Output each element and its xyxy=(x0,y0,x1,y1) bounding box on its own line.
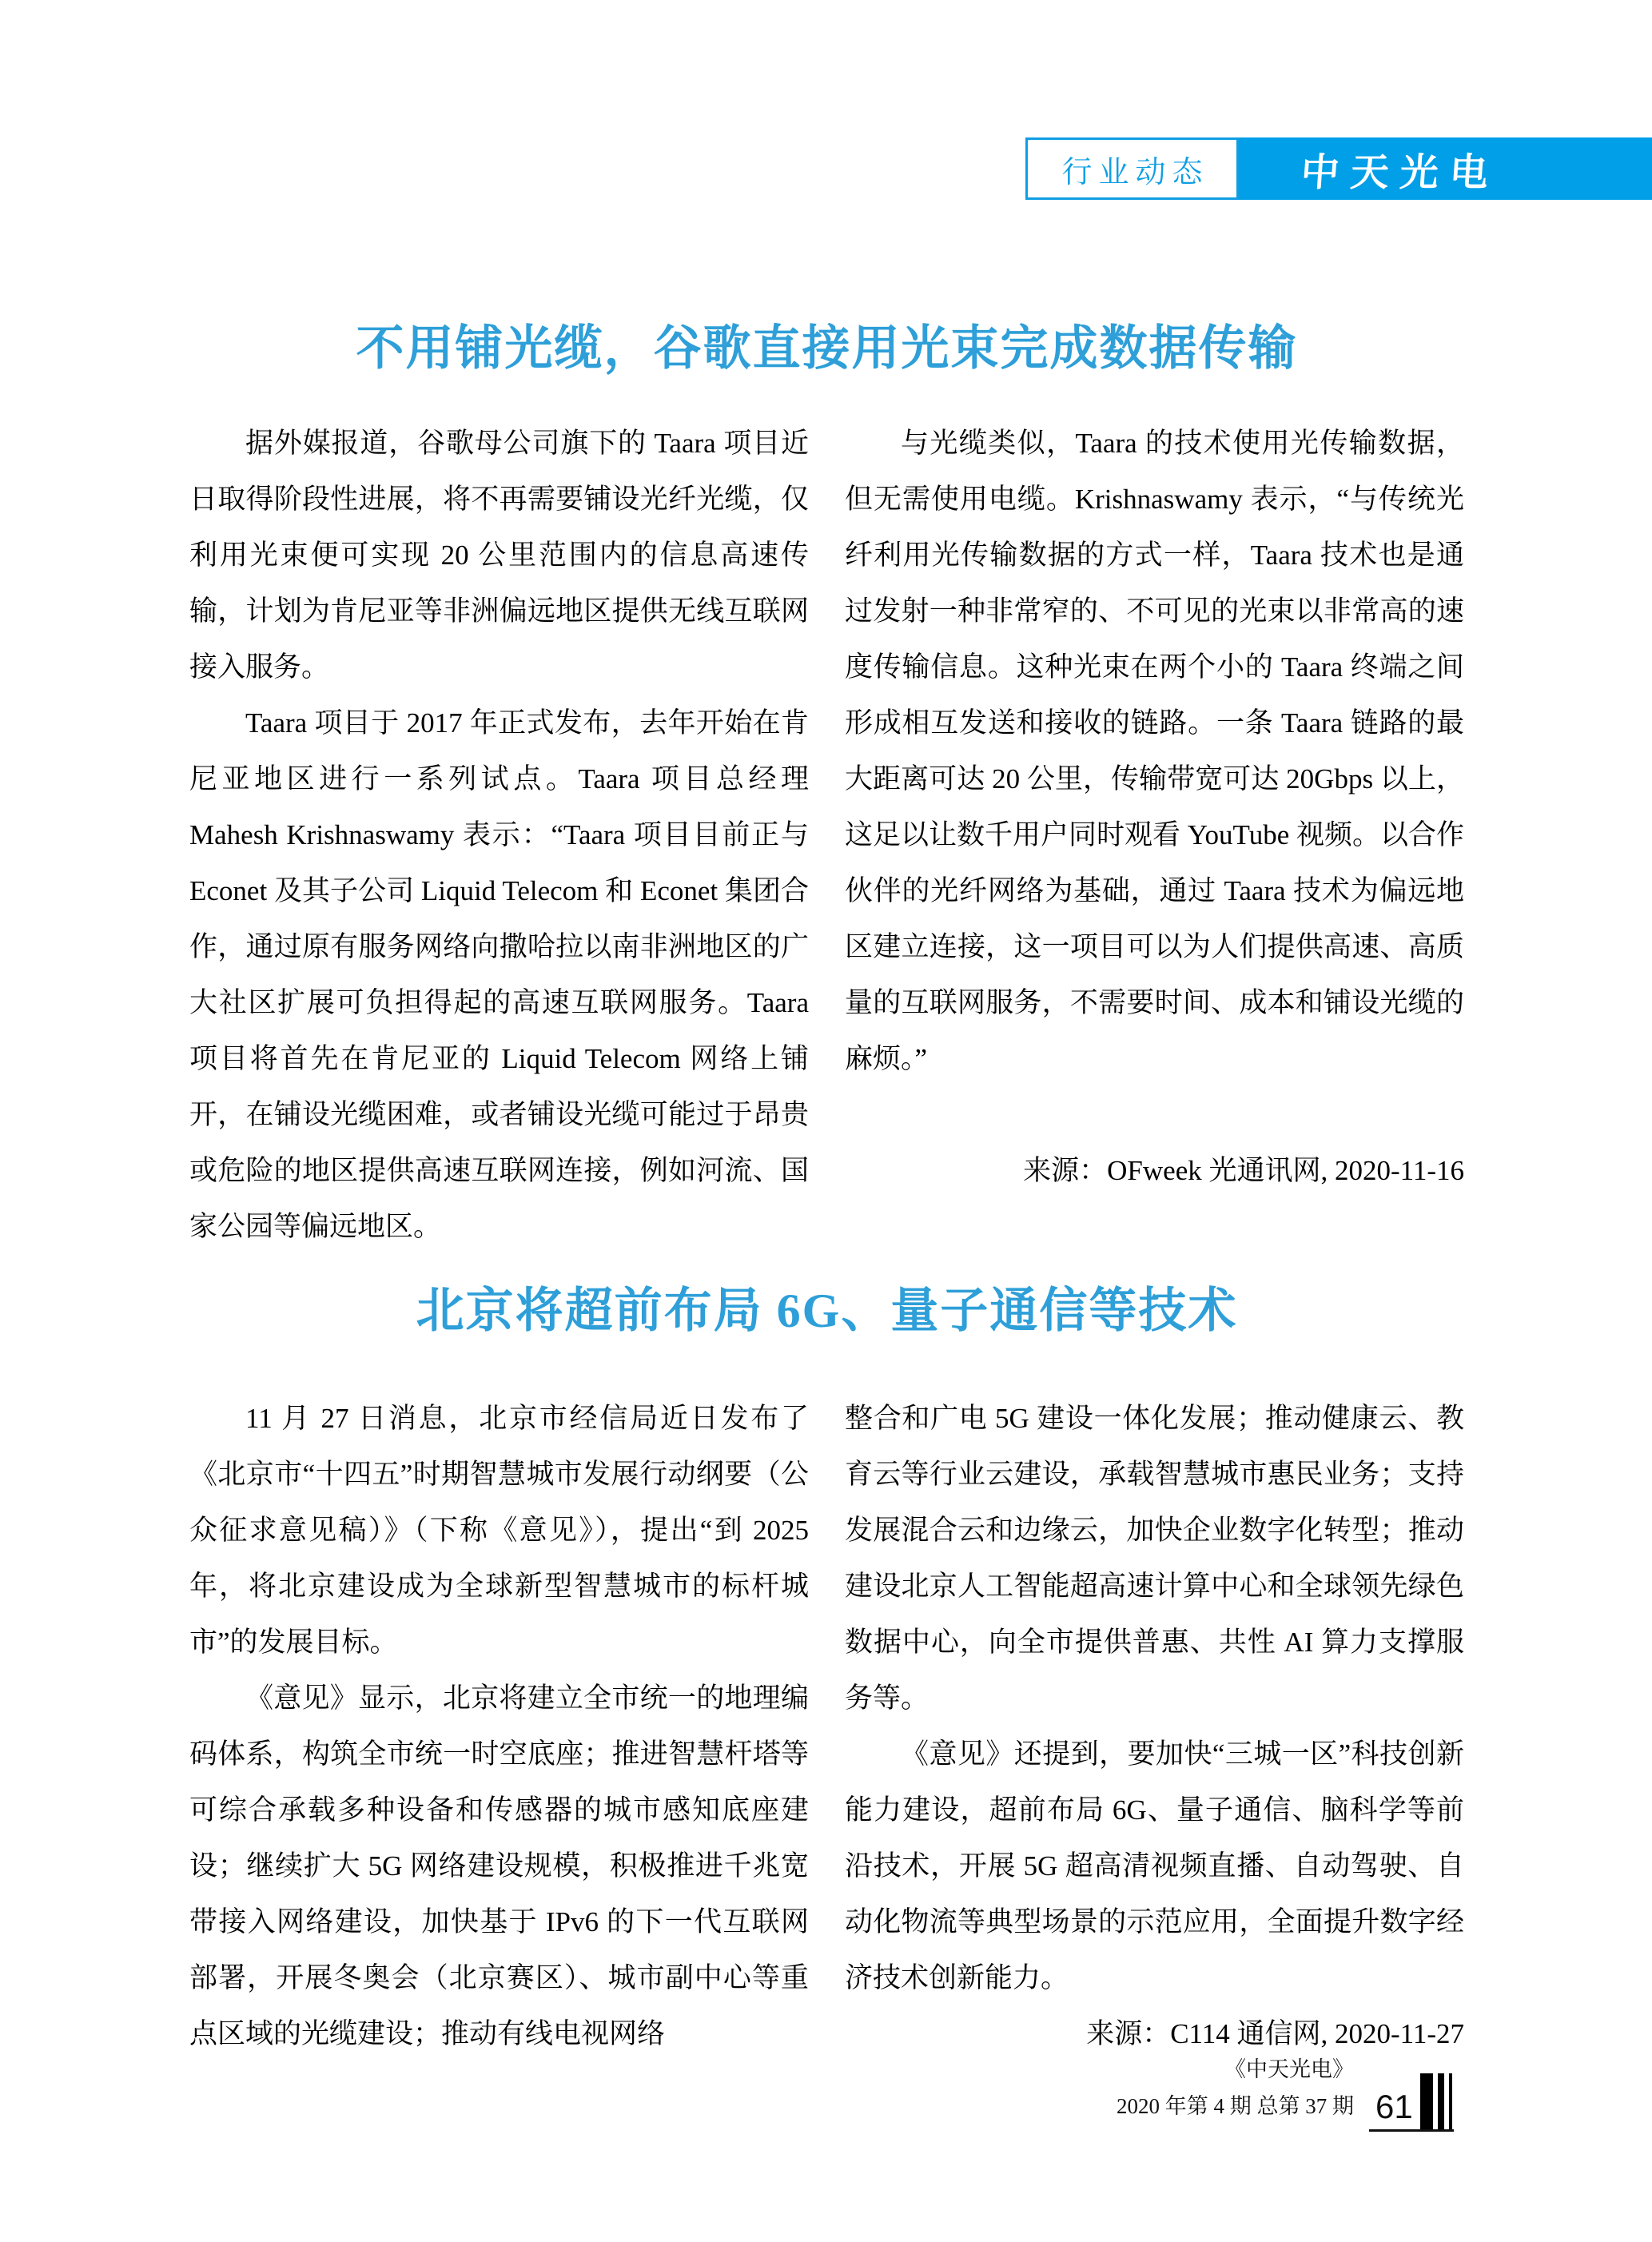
paragraph: 与光缆类似，Taara 的技术使用光传输数据，但无需使用电缆。Krishnaswamy 表示，“与传统光纤利用光传输数据的方式一样，Taara 技术也是通过发射一种非常窄的、不可见的光束以非常高的速度传输信息。这种光束在两个小的 Taara 终端之间形成相互发送和接收的链路。一条 Taara 链路的最大距离可达 20 公里，传输带宽可达 20Gbps 以上，这足以让数千用户同时观看 YouTube 视频。以合作伙伴的光纤网络为基础，通过 Taara 技术为偏远地区建立连接，这一项目可以为人们提供高速、高质量的互联网服务，不需要时间、成本和铺设光缆的麻烦。” xyxy=(845,428,1464,1074)
page-number-block xyxy=(1369,2073,1454,2132)
footer-issue-info: 2020 年第 4 期 总第 37 期 xyxy=(1117,2094,1354,2118)
paragraph: Taara 项目于 2017 年正式发布，去年开始在肯尼亚地区进行一系列试点。Taara 项目总经理 Mahesh Krishnaswamy 表示：“Taara 项目目前正与 Econet 及其子公司 Liquid Telecom 和 Econet 集团合作，通过原有服务网络向撒哈拉以南非洲地区的广大社区扩展可负担得起的高速互联网服务。Taara 项目将首先在肯尼亚的 Liquid Telecom 网络上铺开，在铺设光缆困难，或者铺设光缆可能过于昂贵或危险的地区提供高速互联网连接，例如河流、国家公园等偏远地区。 xyxy=(189,707,809,1242)
paragraph: 《意见》显示，北京将建立全市统一的地理编码体系，构筑全市统一时空底座；推进智慧杆塔等可综合承载多种设备和传感器的城市感知底座建设；继续扩大 5G 网络建设规模，积极推进千兆宽带接入网络建设，加快基于 IPv6 的下一代互联网部署，开展冬奥会（北京赛区）、城市副中心等重点区域的光缆建设；推动有线电视网络 xyxy=(189,1682,809,2049)
article-1-left-column xyxy=(189,416,809,1255)
article-2-title: 北京将超前布局 6G、量子通信等技术 xyxy=(416,1284,1238,1337)
article-1-title: 不用铺光缆，谷歌直接用光束完成数据传输 xyxy=(356,322,1298,375)
paragraph: 据外媒报道，谷歌母公司旗下的 Taara 项目近日取得阶段性进展，将不再需要铺设光纤光缆，仅利用光束便可实现 20 公里范围内的信息高速传输，计划为肯尼亚等非洲偏远地区提供无线互联网接入服务。 xyxy=(189,428,809,683)
section-label: 行业动态 xyxy=(1061,155,1209,189)
paragraph: 11 月 27 日消息，北京市经信局近日发布了《北京市“十四五”时期智慧城市发展行动纲要（公众征求意见稿）》（下称《意见》），提出“到 2025 年，将北京建设成为全球新型智慧城市的标杆城市”的发展目标。 xyxy=(189,1403,809,1658)
section-label-badge xyxy=(1025,137,1239,200)
article-1-right-column xyxy=(845,416,1464,1255)
footer-journal-name: 《中天光电》 xyxy=(1224,2057,1354,2081)
article-1-body xyxy=(189,416,1464,1255)
page-number: 61 xyxy=(1375,2088,1413,2125)
page-marker-bars-icon xyxy=(1420,2073,1452,2129)
article-1-source: 来源：OFweek 光通讯网, 2020-11-16 xyxy=(1023,1155,1464,1186)
article-2-source: 来源：C114 通信网, 2020-11-27 xyxy=(1086,2018,1464,2049)
brand-banner xyxy=(1237,137,1652,200)
brand-logo-text: 中天光电 xyxy=(1299,151,1501,194)
paragraph: 整合和广电 5G 建设一体化发展；推动健康云、教育云等行业云建设，承载智慧城市惠民业务；支持发展混合云和边缘云，加快企业数字化转型；推动建设北京人工智能超高速计算中心和全球领先绿色数据中心，向全市提供普惠、共性 AI 算力支撑服务等。 xyxy=(845,1403,1464,1714)
paragraph: 《意见》还提到，要加快“三城一区”科技创新能力建设，超前布局 6G、量子通信、脑科学等前沿技术，开展 5G 超高清视频直播、自动驾驶、自动化物流等典型场景的示范应用，全面提升数字经济技术创新能力。 xyxy=(845,1738,1464,1993)
footer-journal-info xyxy=(1039,2051,1354,2125)
article-2-body xyxy=(189,1391,1464,2062)
article-2-right-column xyxy=(845,1391,1464,2062)
article-2-left-column xyxy=(189,1391,809,2062)
